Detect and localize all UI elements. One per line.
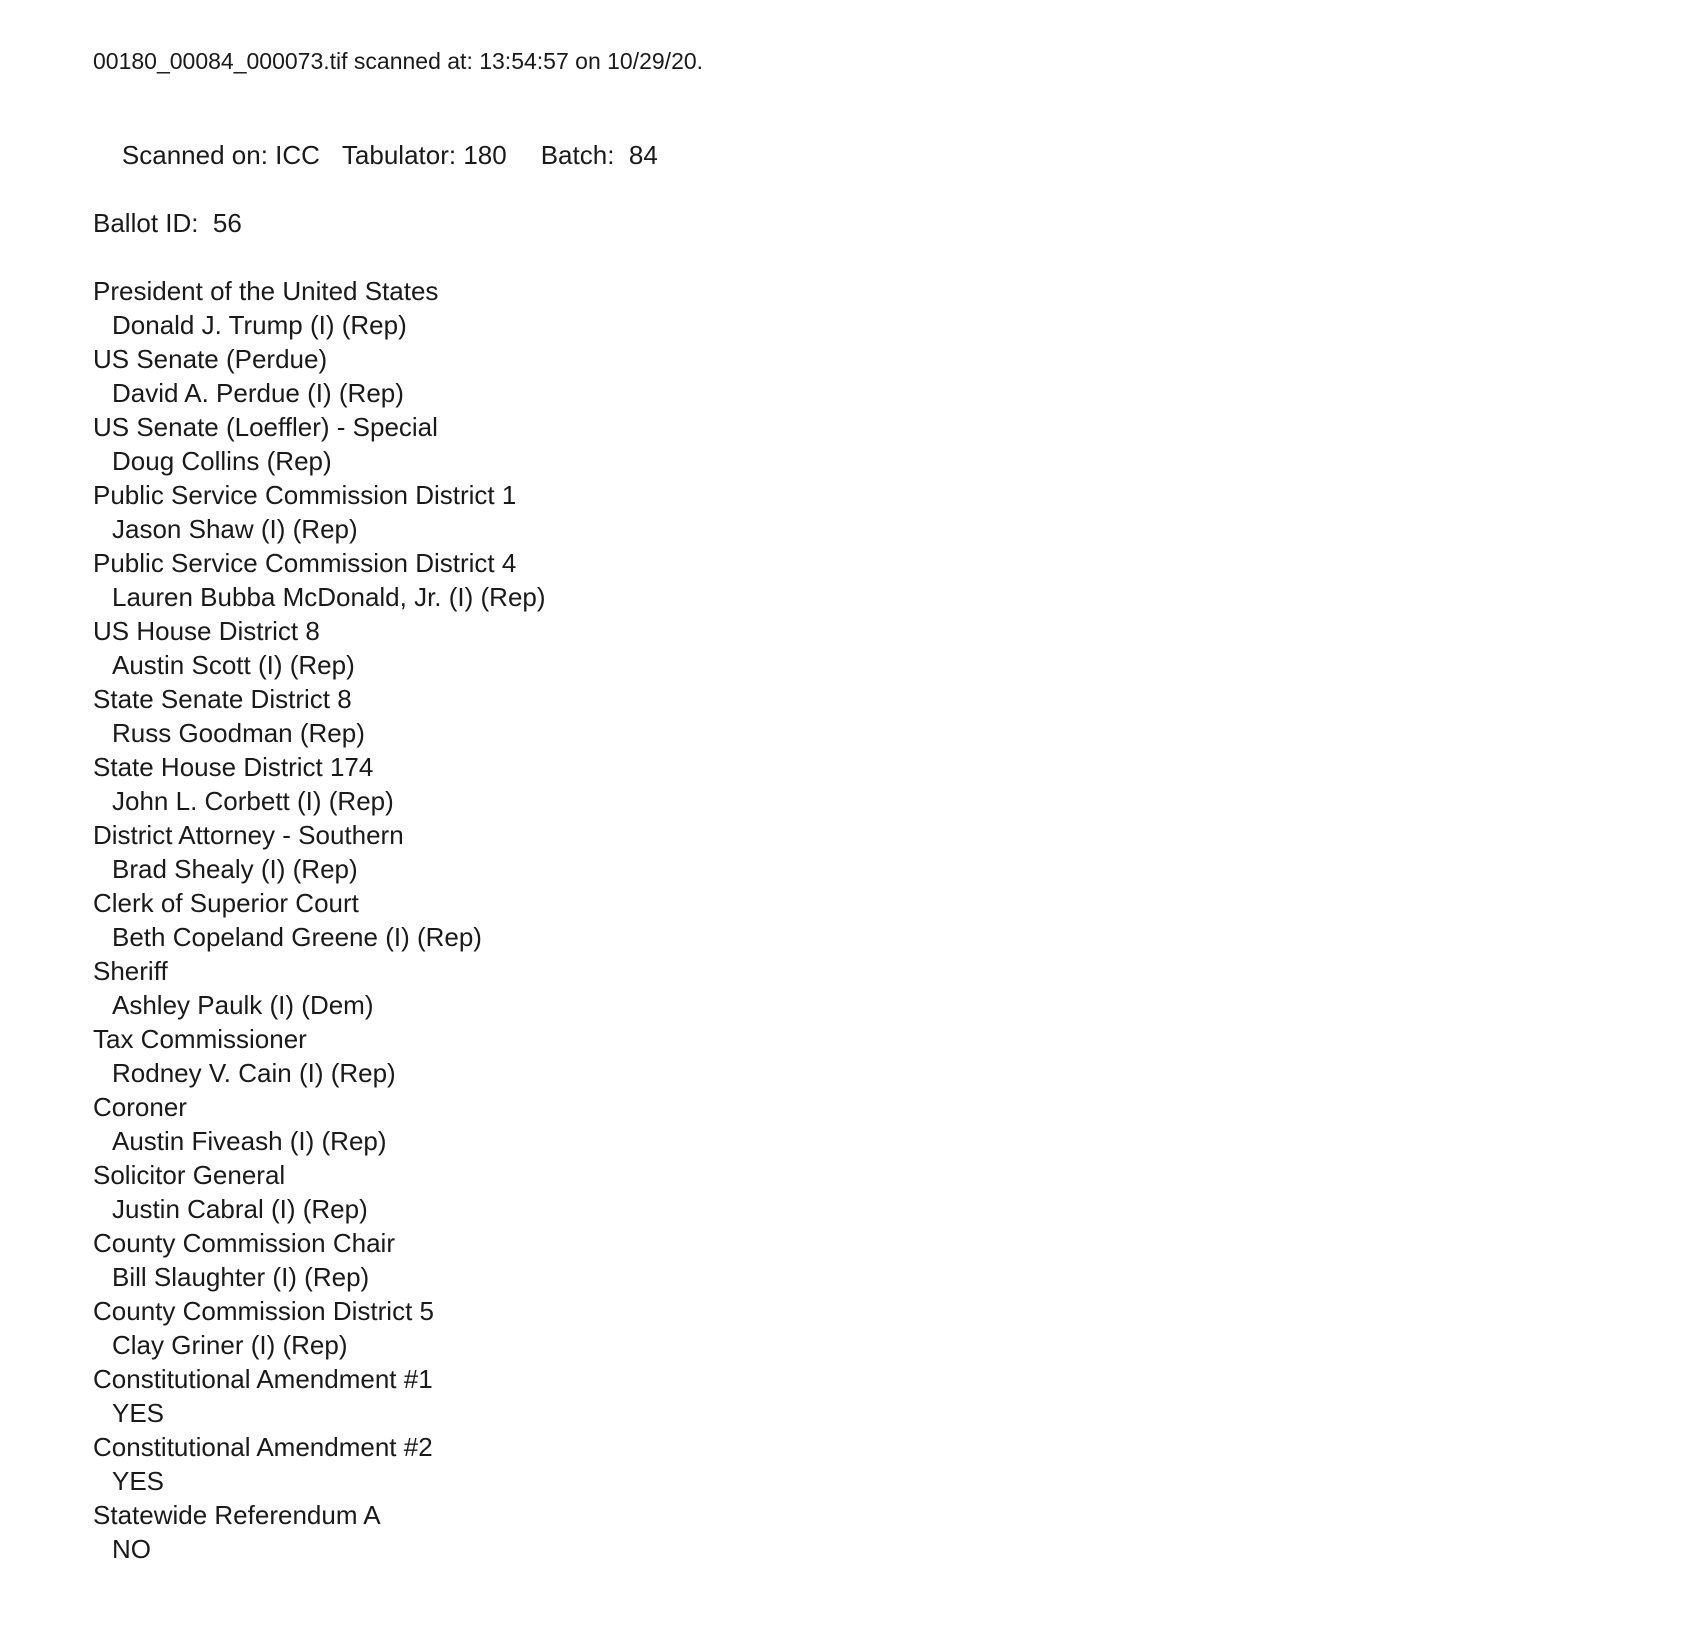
contest-office: US House District 8 xyxy=(93,616,320,646)
scan-meta-line xyxy=(93,104,1666,206)
contest-choice: John L. Corbett (I) (Rep) xyxy=(112,786,394,816)
contest-office: Clerk of Superior Court xyxy=(93,888,359,918)
batch-value: Batch: 84 xyxy=(540,140,658,170)
contest-office: Constitutional Amendment #1 xyxy=(93,1364,433,1394)
contest-choice: Beth Copeland Greene (I) (Rep) xyxy=(112,922,482,952)
contest-choice: Russ Goodman (Rep) xyxy=(112,718,365,748)
contest-choice: Doug Collins (Rep) xyxy=(112,446,332,476)
contest-choice: YES xyxy=(112,1398,165,1428)
contest-choice: Brad Shealy (I) (Rep) xyxy=(112,854,358,884)
contest-office: US Senate (Perdue) xyxy=(93,344,328,374)
contest-office: Constitutional Amendment #2 xyxy=(93,1432,433,1462)
contest-choice: Austin Fiveash (I) (Rep) xyxy=(112,1126,387,1156)
contest-office: Tax Commissioner xyxy=(93,1024,307,1054)
contest-choice: David A. Perdue (I) (Rep) xyxy=(112,378,404,408)
contest-choice: Jason Shaw (I) (Rep) xyxy=(112,514,358,544)
contest-list xyxy=(93,274,1666,1566)
scan-filename-line: 00180_00084_000073.tif scanned at: 13:54:57 on 10/29/20. xyxy=(93,48,704,74)
contest-office: District Attorney - Southern xyxy=(93,820,404,850)
contest-office: Sheriff xyxy=(93,956,168,986)
tabulator-value: Tabulator: 180 xyxy=(341,140,507,170)
contest-choice: Lauren Bubba McDonald, Jr. (I) (Rep) xyxy=(112,582,546,612)
contest-office: Public Service Commission District 1 xyxy=(93,480,517,510)
contest-choice: Clay Griner (I) (Rep) xyxy=(112,1330,348,1360)
contest-choice: Ashley Paulk (I) (Dem) xyxy=(112,990,374,1020)
contest-office: Statewide Referendum A xyxy=(93,1500,381,1530)
contest-office: County Commission Chair xyxy=(93,1228,395,1258)
contest-office: Solicitor General xyxy=(93,1160,286,1190)
contest-office: US Senate (Loeffler) - Special xyxy=(93,412,438,442)
contest-choice: Justin Cabral (I) (Rep) xyxy=(112,1194,368,1224)
contest-office: State Senate District 8 xyxy=(93,684,352,714)
contest-choice: Austin Scott (I) (Rep) xyxy=(112,650,355,680)
contest-choice: Donald J. Trump (I) (Rep) xyxy=(112,310,407,340)
contest-office: Public Service Commission District 4 xyxy=(93,548,517,578)
contest-office: President of the United States xyxy=(93,276,439,306)
contest-choice: Bill Slaughter (I) (Rep) xyxy=(112,1262,370,1292)
contest-choice: Rodney V. Cain (I) (Rep) xyxy=(112,1058,396,1088)
contest-choice: YES xyxy=(112,1466,165,1496)
contest-office: State House District 174 xyxy=(93,752,374,782)
contest-office: County Commission District 5 xyxy=(93,1296,434,1326)
contest-choice: NO xyxy=(112,1534,151,1564)
ballot-id-line: Ballot ID: 56 xyxy=(93,208,242,238)
scanned-on-value: Scanned on: ICC xyxy=(121,140,320,170)
contest-office: Coroner xyxy=(93,1092,187,1122)
